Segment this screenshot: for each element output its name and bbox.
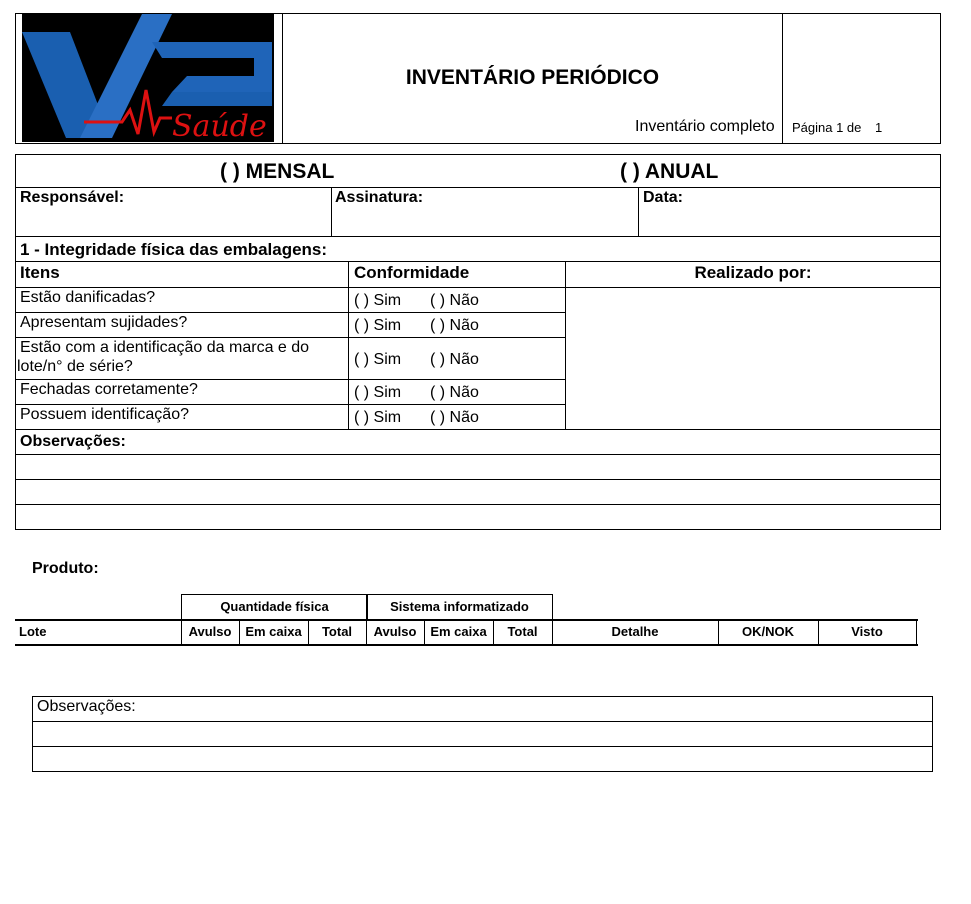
no-checkbox[interactable]: ( ) Não <box>430 317 479 334</box>
observations-label: Observações: <box>20 433 126 450</box>
footer-observation-line[interactable] <box>32 721 933 722</box>
product-label: Produto: <box>32 560 99 577</box>
column-header-detail: Detalhe <box>611 624 659 639</box>
footer-observations-label: Observações: <box>37 698 136 715</box>
signature-label: Assinatura: <box>335 189 424 206</box>
group-physical-label: Quantidade física <box>220 599 329 614</box>
column-header-physical-loose: Avulso <box>188 624 232 639</box>
page-label: Página 1 de <box>792 120 862 135</box>
yes-checkbox[interactable]: ( ) Sim <box>354 351 402 368</box>
no-checkbox[interactable]: ( ) Não <box>430 384 479 401</box>
column-header-physical-boxed: Em caixa <box>245 624 302 639</box>
logo-graphic <box>22 14 274 142</box>
column-header-ok-nok: OK/NOK <box>742 624 794 639</box>
section-title: 1 - Integridade física das embalagens: <box>20 240 328 259</box>
item-label: Possuem identificação? <box>20 406 189 423</box>
no-checkbox[interactable]: ( ) Não <box>430 351 479 368</box>
group-system-label: Sistema informatizado <box>390 599 529 614</box>
footer-observations-frame <box>32 696 933 772</box>
yes-checkbox[interactable]: ( ) Sim <box>354 317 402 334</box>
annual-option[interactable]: ( ) ANUAL <box>620 160 719 183</box>
no-checkbox[interactable]: ( ) Não <box>430 292 479 309</box>
item-label: Fechadas corretamente? <box>20 381 198 398</box>
column-header-conformity: Conformidade <box>354 263 470 282</box>
yes-checkbox[interactable]: ( ) Sim <box>354 409 402 426</box>
column-header-system-boxed: Em caixa <box>430 624 487 639</box>
yes-checkbox[interactable]: ( ) Sim <box>354 384 402 401</box>
item-label-line1: Estão com a identificação da marca e do <box>20 339 310 356</box>
responsible-label: Responsável: <box>20 189 125 206</box>
observation-line[interactable] <box>15 504 941 505</box>
yes-checkbox[interactable]: ( ) Sim <box>354 292 402 309</box>
no-checkbox[interactable]: ( ) Não <box>430 409 479 426</box>
document-subtitle: Inventário completo <box>635 118 775 135</box>
date-label: Data: <box>643 189 684 206</box>
item-label: Estão danificadas? <box>20 289 156 306</box>
item-label: Apresentam sujidades? <box>20 314 188 331</box>
svg-text:Saúde: Saúde <box>172 109 267 142</box>
column-header-system-total: Total <box>507 624 538 639</box>
logo <box>22 14 274 142</box>
item-label-line2: lote/n° de série? <box>17 358 133 375</box>
footer-observation-line[interactable] <box>32 746 933 747</box>
column-header-done-by: Realizado por: <box>694 263 812 282</box>
observation-line[interactable] <box>15 454 941 455</box>
column-header-visto: Visto <box>851 624 883 639</box>
monthly-option[interactable]: ( ) MENSAL <box>220 160 335 183</box>
column-header-physical-total: Total <box>321 624 353 639</box>
column-header-system-loose: Avulso <box>373 624 417 639</box>
column-header-lote: Lote <box>19 624 47 639</box>
observation-line[interactable] <box>15 479 941 480</box>
page-total: 1 <box>875 120 883 135</box>
column-header-items: Itens <box>20 263 60 282</box>
document-title: INVENTÁRIO PERIÓDICO <box>405 66 660 89</box>
